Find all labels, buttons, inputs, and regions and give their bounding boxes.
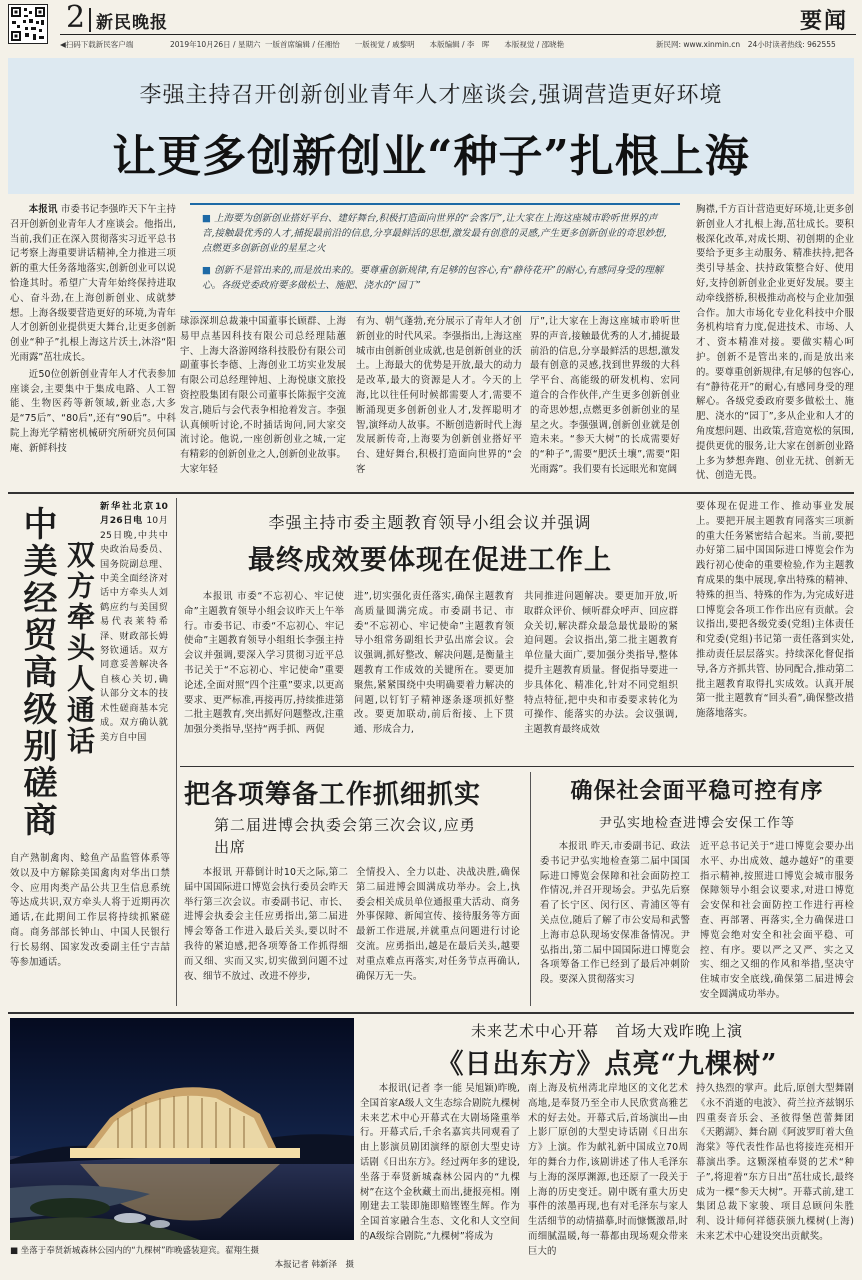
lead-paragraph: 胸襟,千方百计营造更好环境,让更多创新创业人才扎根上海,茁壮成长。要积极深化改革,对成长期、初创期的企业要给予更多主动服务、精准扶持,把各类引导基金、扶持政策整合好、使用好,支持创新创业企业更好发展。要主动牵线搭桥,积极推动高校与企业加强合作。加大市场化专业化科技中介服务机构培育力度,促进技术、市场、人才、资本精准对接。要做实精心呵护。创新不是管出来的,而是放出来的。要尊重创新规律,有足够的包容心,有“静待花开”的耐心,有感同身受的理解心。各级党委政府要多做松土、施肥、浇水的“园丁”,多从企业和人才的角度想问题、出政策,营造宽松的氛围,提供更优的服务,让大家在创新创业路上多为梦想奔跑、创业无扰、创新无忧、创造无畏。	[696, 204, 854, 482]
pullquote-box	[190, 203, 680, 312]
date-line: 2019年10月26日 / 星期六	[170, 40, 261, 49]
lead-column-5	[696, 203, 854, 487]
trade-column-bottom	[10, 852, 170, 1002]
lead-column-2	[180, 315, 346, 487]
pullquote-1-text: 上海要为创新创业搭好平台、建好舞台,积极打造面向世界的“会客厅”,让大家在上海这座城市聆听世界的声音,接触最优秀的人才,捕捉最前沿的信息,分享最鲜活的思想,激发最有创意的灵感,产生更多创新创业的奇思妙想,点燃更多创新创业的星星之火	[202, 213, 667, 254]
art-kicker: 未来艺术中心开幕 首场大戏昨晚上演	[470, 1022, 743, 1040]
editors-line: 一版首席编辑 / 任湘怡 一版视觉 / 戚黎明 本版编辑 / 李 晖 本版视觉 / 邵晓艳	[265, 40, 565, 49]
lead-column-4	[530, 315, 680, 487]
security-column-2	[700, 840, 854, 1006]
photo-caption: ■ 坐落于奉贤新城森林公园内的“九棵树”昨晚盛装迎宾。翟翔生摄	[10, 1246, 260, 1256]
education-column-2	[354, 590, 514, 760]
art-column-1	[360, 1082, 520, 1274]
expo-column-2	[356, 866, 520, 1006]
lead-dateline: 本报讯	[28, 204, 58, 215]
security-subhead: 尹弘实地检查进博会安保工作等	[598, 816, 795, 831]
art-column-3	[696, 1082, 854, 1274]
theater-photo[interactable]	[10, 1018, 354, 1240]
masthead-rule	[60, 34, 856, 35]
lead-paragraph: 厅”,让大家在上海这座城市聆听世界的声音,接触最优秀的人才,捕捉最前沿的信息,分享最鲜活的思想,激发最有创意的灵感,找到世界级的大科学平台、高能级的研发机构、宏同道合的合作伙伴,产生更多创新创业的奇思妙想,点燃更多创新创业的星星之火。李强强调,创新创业就是创造未来。“参天大树”的长成需要好的“种子”,需要“肥沃土壤”,需要“阳光雨露”。我们要有长远眼光和宽阔	[530, 316, 680, 475]
art-headline[interactable]: 《日出东方》点亮“九棵树”	[436, 1049, 778, 1080]
qr-code[interactable]	[8, 4, 48, 44]
lead-paragraph: 有为、朝气蓬勃,充分展示了青年人才创新创业的时代风采。李强指出,上海这座城市由创新创业成就,也是创新创业的沃土。上海最大的优势是开放,最大的动力是改革,最大的资源是人才。今天的上海,比以往任何时候都需要人才,需要不断涌现更多创新创业人才,发挥聪明才智,演绎动人故事。不断创造新时代上海发展新传奇,上海要为创新创业搭好平台、建好舞台,积极打造面向世界的“会客	[356, 316, 522, 475]
trade-paragraph: 自产熟制禽肉、鲶鱼产品监管体系等效以及中方解除美国禽肉对华出口禁令、应用肉类产品公共卫生信息系统等达成共识,双方牵头人将于近期再次通话,在此期间工作层将持续抓紧磋商。商务部部长钟山、中国人民银行行长易纲、国家发改委副主任宁吉喆等参加通话。	[10, 853, 170, 968]
art-paragraph: 本报讯(记者 李一能 吴旭颖)昨晚,全国首家A级人文生态综合剧院九棵树未来艺术中心开幕式在大剧场隆重举行。开幕式后,千余名嘉宾共同观看了由上影演员剧团演绎的原创大型史诗话剧《日出东方》。经过两年多的建设,坐落于奉贤新城森林公园内的“九棵树”在这个金秋藏土而出,捷报亮相。刚刚建去工装即施即赔铿铿生辉。作为全国首家融合生态、文化和人文空间的A级综合剧院,“九棵树”将成为	[360, 1083, 520, 1242]
security-column-1	[540, 840, 690, 1006]
education-column-3	[524, 590, 678, 760]
expo-subhead: 第二届进博会执委会第三次会议,应勇出席	[214, 816, 476, 856]
education-paragraph: 共同推进问题解决。要更加开放,听取群众评价、倾听群众呼声、回应群众关切,解决群众最急最忧最盼的紧迫问题。会议指出,第二批主题教育单位量大面广,要加强分类指导,整体提升主题教育质量。督促指导要进一步具体化、精准化,针对不同党组织特点特征,把中央和市委要求转化为可操作、能落实的办法。会议强调,主题教育最终成效	[524, 591, 678, 736]
trade-headline-right[interactable]: 双方牵头人通话	[63, 540, 96, 757]
page-number: 2	[66, 0, 86, 35]
expo-column-1	[184, 866, 348, 1006]
pullquote-2	[202, 263, 668, 293]
security-paragraph: 近平总书记关于“进口博览会要办出水平、办出成效、越办越好”的重要指示精神,按照进口博览会城市服务保障领导小组会议要求,对进口博览会安保和社会面防控工作进行再检查、再部署、再落实,全力确保进口博览会绝对安全和社会面平稳、可控、有序。要以严之又严、实之又实、细之又细的作风和举措,坚决守住城市安全底线,确保第二届进博会安全圆满成功举办。	[700, 841, 854, 1000]
expo-paragraph: 全情投入、全力以赴、决战决胜,确保第二届进博会圆满成功举办。会上,执委会相关成员单位通报重大活动、商务外事保障、新闻宣传、接待服务等方面最新工作进展,并就重点问题进行讨论交流。应勇指出,越是在最后关头,越要对重点难点再落实,对任务节点再确认,确保万无一失。	[356, 867, 520, 982]
trade-dateline: 新华社北京10月26日电	[100, 501, 168, 527]
column-rule	[530, 772, 531, 1006]
art-column-2	[528, 1082, 688, 1274]
education-headline[interactable]: 最终成效要体现在促进工作上	[248, 545, 612, 576]
education-column-1	[184, 590, 344, 760]
education-kicker: 李强主持市委主题教育领导小组会议并强调	[268, 513, 592, 532]
trade-paragraph: 10月25日晚,中共中央政治局委员、国务院副总理、中美全面经济对话中方牵头人刘鹤应约与美国贸易代表莱特希泽、财政部长姆努钦通话。双方同意妥善解决各自核心关切,确认部分文本的技术性磋商基本完成。双方确认就美方自中国	[100, 515, 168, 743]
lead-column-3	[356, 315, 522, 487]
expo-headline[interactable]: 把各项筹备工作抓细抓实	[184, 780, 482, 810]
education-paragraph: 要体现在促进工作、推动事业发展上。要把开展主题教育同落实三项新的重大任务紧密结合起来。当前,要把办好第二届中国国际进口博览会作为践行初心使命的重要检验,作为主题教育成果的集中展现,拿出特殊的精神、特殊的担当、特殊的作为,为完成好进口博览会各项工作作出应有贡献。会议指出,要把各级党委(党组)主体责任和党委(党组)书记第一责任落到实处,推动责任层层落实。持续深化督促指导,各方齐抓共管、协同配合,推动第二批主题教育取得扎实成效。认真开展第一批主题教育“回头看”,确保整改措施落地落实。	[696, 501, 854, 720]
trade-headline-left[interactable]: 中美经贸高级别磋商	[17, 506, 57, 839]
lead-kicker: 李强主持召开创新创业青年人才座谈会,强调营造更好环境	[139, 83, 723, 108]
education-paragraph: 进”,切实强化责任落实,确保主题教育高质量圆满完成。市委副书记、市委“不忘初心、牢记使命”主题教育领导小组常务副组长尹弘出席会议。会议强调,抓好整改、解决问题,是衡量主题教育工作成效的关键所在。要更加聚焦,紧紧围绕中央明确要着力解决的问题,以钉钉子精神逐条逐项抓好整改。要更加联动,前后衔接、上下贯通、形成合力,	[354, 591, 514, 736]
qr-caption: ◀扫码下载新民客户端	[60, 40, 134, 49]
section-rule	[8, 1012, 854, 1014]
art-paragraph: 南上海及杭州湾北岸地区的文化艺术高地,是奉贤乃至全市人民欣赏高雅艺术的好去处。开幕式后,首场演出—由上影厂原创的大型史诗话剧《日出东方》上演。作为献礼新中国成立70周年的舞台力作,该剧讲述了伟人毛泽东与上海的深厚渊源,也还原了一段关于上海的历史变迁。剧中既有重大历史事件的浓墨再现,也有对毛泽东与家人生活细节的动情描摹,时而慷慨激昂,时而细腻温暖,每一幕都由现场观众带来巨大的	[528, 1083, 688, 1257]
square-bullet-icon: ■	[202, 213, 214, 224]
column-rule	[176, 498, 177, 1006]
section-rule	[180, 766, 854, 767]
lead-paragraph: 市委书记李强昨天下午主持召开创新创业青年人才座谈会。他指出,当前,我们正在深入贯彻落实习近平总书记考察上海重要讲话精神,全力推进三项新的重大任务落地落实,创新创业可以说恰逢其时。希望广大青年始终保持进取心、奋斗劲,在上海创新创业、成就梦想。上海各级要营造更好的环境,为青年人才创新创业提供更大舞台,让更多创新创业“种子”扎根上海这片沃土,沐浴“阳光雨露”茁壮成长。	[10, 204, 176, 363]
paper-name: 新民晚报	[96, 13, 168, 33]
qr-code-icon	[9, 5, 47, 43]
pullquote-2-text: 创新不是管出来的,而是放出来的。要尊重创新规律,有足够的包容心,有“静待花开”的耐心,有感同身受的理解心。各级党委政府要多做松土、施肥、浇水的“园丁”	[202, 265, 664, 291]
website-hotline: 新民网: www.xinmin.cn 24小时读者热线: 962555	[656, 40, 836, 49]
photo-byline: 本报记者 韩新泽 摄	[274, 1260, 354, 1270]
expo-paragraph: 本报讯 开幕倒计时10天之际,第二届中国国际进口博览会执行委员会昨天举行第三次会议。市委副书记、市长、进博会执委会主任应勇指出,第二届进博会筹备工作进入最后关头,要以时不我待的紧迫感,把各项筹备工作抓得细而又细、实而又实,切实做到问题不过夜、细节不放过、改进不停步,	[184, 867, 348, 982]
lead-headline[interactable]: 让更多创新创业“种子”扎根上海	[112, 131, 750, 182]
square-bullet-icon: ■	[202, 265, 214, 276]
education-column-4	[696, 500, 854, 760]
theater-night-photo	[10, 1018, 354, 1240]
pullquote-1	[202, 211, 668, 256]
security-paragraph: 本报讯 昨天,市委副书记、政法委书记尹弘实地检查第二届中国国际进口博览会保障和社会面防控工作情况,并召开现场会。尹弘先后察看了长宁区、闵行区、青浦区等有关点位,随后了解了市公安局和武警上海市总队现场安保准备情况。尹弘指出,第二届中国国际进口博览会各项筹备工作已经到了最后冲刺阶段。要深入贯彻落实习	[540, 841, 690, 986]
trade-column-top	[100, 500, 168, 850]
lead-column-1	[10, 203, 176, 487]
art-paragraph: 持久热烈的掌声。此后,原创大型舞剧《永不消逝的电波》、荷兰拉齐兹钢乐四重奏音乐会、圣彼得堡芭蕾舞团《天鹅湖》、舞台剧《阿波罗盯着大鱼海棠》等代表性作品也将接连亮相开幕演出季。这颗深植奉贤的艺术“种子”,将迎着“东方日出”茁壮成长,最终成为一棵“参天大树”。开幕式前,建工集团总裁下家骏、项目总顾问朱胜利、设计师何祥德获颁九棵树(上海)未来艺术中心建设突出贡献奖。	[696, 1083, 854, 1242]
education-paragraph: 本报讯 市委“不忘初心、牢记使命”主题教育领导小组会议昨天上午举行。市委书记、市委“不忘初心、牢记使命”主题教育领导小组组长李强主持会议并强调,要深入学习贯彻习近平总书记关于“不忘初心、牢记使命”重要论述,全面对照“四个注重”要求,以更高要求、更严标准,再接再厉,持续推进第二批主题教育,突出抓好问题整改,注重加强分类指导,坚持“两手抓、两促	[184, 591, 344, 736]
lead-paragraph: 近50位创新创业青年人才代表参加座谈会,主要集中于集成电路、人工智能、生物医药等新领域,新业态,大多是“75后”、“80后”,还有“90后”。中科院上海光学精密机械研究所研究员何国庵、新鲜科技	[10, 368, 176, 454]
security-headline[interactable]: 确保社会面平稳可控有序	[570, 778, 824, 804]
masthead-divider	[89, 8, 91, 32]
lead-paragraph: 球添深圳总裁兼中国董事长顾群、上海易甲点基因科技有限公司总经理陆蕙宇、上海大洛游网络科技股份有限公司副董事长李德、上海创业工坊实业发展有限公司总经理钟旭、上海悦康文旅投资控股集团有限公司董事长陈振宇交流发言,随后与会代表争相抢着发言。李强认真倾听讨论,不时插话询问,同大家交流讨论。他说,一座创新创业之城,一定有精彩的创新创业之人,创新创业故事。大家年轻	[180, 316, 346, 475]
section-rule	[8, 492, 854, 494]
section-title: 要闻	[800, 8, 849, 34]
